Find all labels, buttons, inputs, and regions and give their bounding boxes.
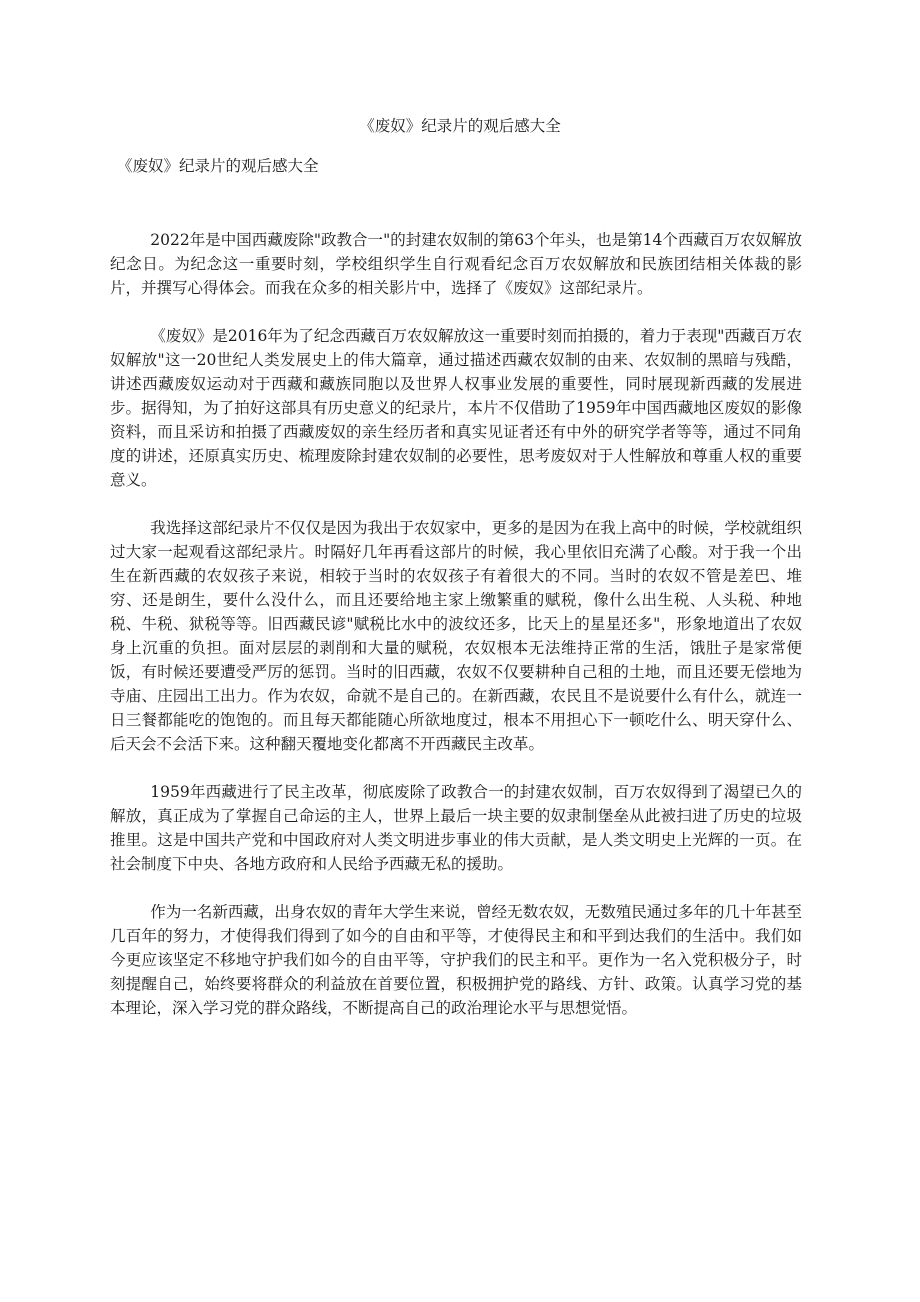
paragraph-2: 《废奴》是2016年为了纪念西藏百万农奴解放这一重要时刻而拍摄的，着力于表现"西藏百万农奴解放"这一20世纪人类发展史上的伟大篇章，通过描述西藏农奴制的由来、农奴制的黑暗与残酷，讲述西藏废奴运动对于西藏和藏族同胞以及世界人权事业发展的重要性，同时展现新西藏的发展进步。据得知，为了拍好这部具有历史意义的纪录片，本片不仅借助了1959年中国西藏地区废奴的影像资料，而且采访和拍摄了西藏废奴的亲生经历者和真实见证者还有中外的研究学者等等，通过不同角度的讲述，还原真实历史、梳理废除封建农奴制的必要性，思考废奴对于人性解放和尊重人权的重要意义。 (110, 327, 802, 489)
document-body (110, 228, 802, 1044)
document-subtitle: 《废奴》纪录片的观后感大全 (117, 157, 319, 175)
paragraph-3: 我选择这部纪录片不仅仅是因为我出于农奴家中，更多的是因为在我上高中的时候，学校就组织过大家一起观看这部纪录片。时隔好几年再看这部片的时候，我心里依旧充满了心酸。对于我一个出生在新西藏的农奴孩子来说，相较于当时的农奴孩子有着很大的不同。当时的农奴不管是差巴、堆穷、还是朗生，要什么没什么，而且还要给地主家上缴繁重的赋税，像什么出生税、人头税、种地税、牛税、狱税等等。旧西藏民谚"赋税比水中的波纹还多，比天上的星星还多"，形象地道出了农奴身上沉重的负担。面对层层的剥削和大量的赋税，农奴根本无法维持正常的生活，饿肚子是家常便饭，有时候还要遭受严厉的惩罚。当时的旧西藏，农奴不仅要耕种自己租的土地，而且还要无偿地为寺庙、庄园出工出力。作为农奴，命就不是自己的。在新西藏，农民且不是说要什么有什么，就连一日三餐都能吃的饱饱的。而且每天都能随心所欲地度过，根本不用担心下一顿吃什么、明天穿什么、后天会不会活下来。这种翻天覆地变化都离不开西藏民主改革。 (110, 519, 802, 753)
paragraph-4: 1959年西藏进行了民主改革，彻底废除了政教合一的封建农奴制，百万农奴得到了渴望已久的解放，真正成为了掌握自己命运的主人，世界上最后一块主要的奴隶制堡垒从此被扫进了历史的垃圾推里。这是中国共产党和中国政府对人类文明进步事业的伟大贡献，是人类文明史上光辉的一页。在社会制度下中央、各地方政府和人民给予西藏无私的援助。 (110, 783, 802, 873)
paragraph-5: 作为一名新西藏，出身农奴的青年大学生来说，曾经无数农奴，无数殖民通过多年的几十年甚至几百年的努力，才使得我们得到了如今的自由和平等，才使得民主和和平到达我们的生活中。我们如今更应该坚定不移地守护我们如今的自由平等，守护我们的民主和平。更作为一名入党积极分子，时刻提醒自己，始终要将群众的利益放在首要位置，积极拥护党的路线、方针、政策。认真学习党的基本理论，深入学习党的群众路线，不断提高自己的政治理论水平与思想觉悟。 (110, 903, 802, 1017)
paragraph-1: 2022年是中国西藏废除"政教合一"的封建农奴制的第63个年头，也是第14个西藏百万农奴解放纪念日。为纪念这一重要时刻，学校组织学生自行观看纪念百万农奴解放和民族团结相关体裁的影片，并撰写心得体会。而我在众多的相关影片中，选择了《废奴》这部纪录片。 (110, 231, 802, 297)
document-title: 《废奴》纪录片的观后感大全 (359, 117, 561, 135)
